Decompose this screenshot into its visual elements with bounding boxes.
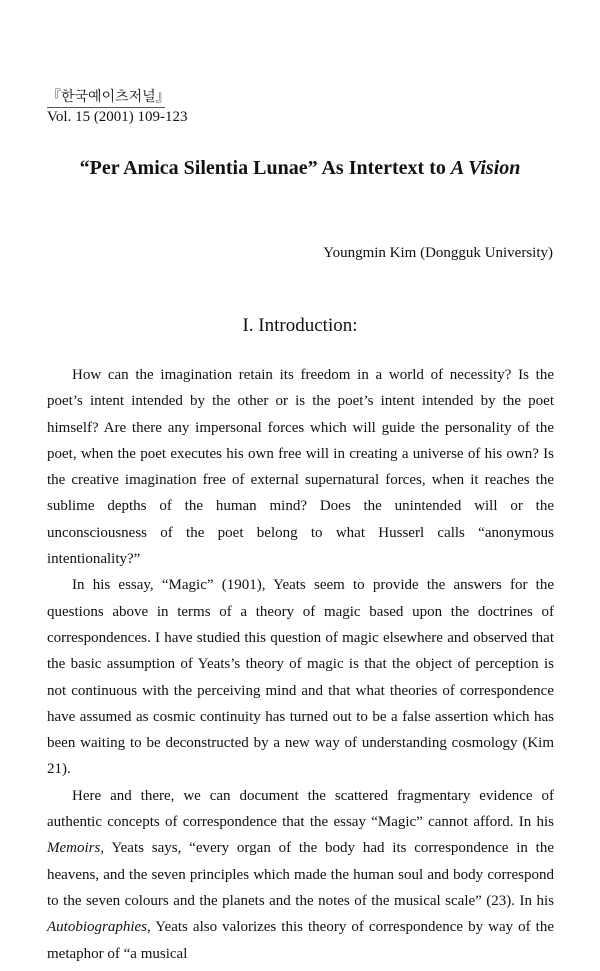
title-main: “Per Amica Silentia Lunae” As Intertext to [79, 157, 451, 179]
title-italic: A Vision [450, 157, 521, 179]
journal-name: 『한국예이츠저널』 [47, 90, 170, 105]
paragraph-1: How can the imagination retain its freedom in a world of necessity? Is the poet’s intent intended by the other or is the poet’s intent intended by the poet himself? Are there any impersonal forces which will guide the personality of the poet, when the poet executes his own free will in creating a universe of his own? Is the creative imagination free of external supernatural forces, when it reaches the sublime depths of the human mind? Does the unintended will or the unconsciousness of the poet belong to what Husserl calls “anonymous intentionality?” [47, 367, 554, 568]
volume-info: Vol. 15 (2001) 109-123 [47, 109, 188, 125]
article-title [0, 154, 600, 182]
paragraph-2: In his essay, “Magic” (1901), Yeats seem to provide the answers for the questions above in terms of a theory of magic based upon the doctrines of correspondences. I have studied this question of magic elsewhere and observed that the basic assumption of Yeats’s theory of magic is that the object of perception is not continuous with the perceiving mind and that what theories of correspondence have assumed as cosmic continuity has turned out to be a false assertion which has been waiting to be deconstructed by a new way of understanding cosmology (Kim 21). [47, 577, 554, 778]
paragraph-3 [47, 783, 554, 967]
paragraph-3-text-c: , Yeats says, “every organ of the body had its correspondence in the heavens, and the seven principles which made the human soul and body correspond to the seven colours and the planets and the notes of the musical scale” (23). In his [47, 840, 554, 909]
section-heading: I. Introduction: [242, 315, 358, 336]
autobiographies-title: Autobiographies [47, 919, 147, 936]
paragraph-3-text-a: Here and there, we can document the scattered fragmentary evidence of authentic concepts of correspondence that the essay “Magic” cannot afford. In his [47, 787, 554, 831]
author-affiliation: Youngmin Kim (Dongguk University) [323, 245, 553, 261]
memoirs-title: Memoirs [47, 840, 101, 857]
body-text [47, 362, 554, 967]
paragraph-3-text-e: , Yeats also valorizes this theory of correspondence by way of the metaphor of “a musical [47, 919, 554, 962]
